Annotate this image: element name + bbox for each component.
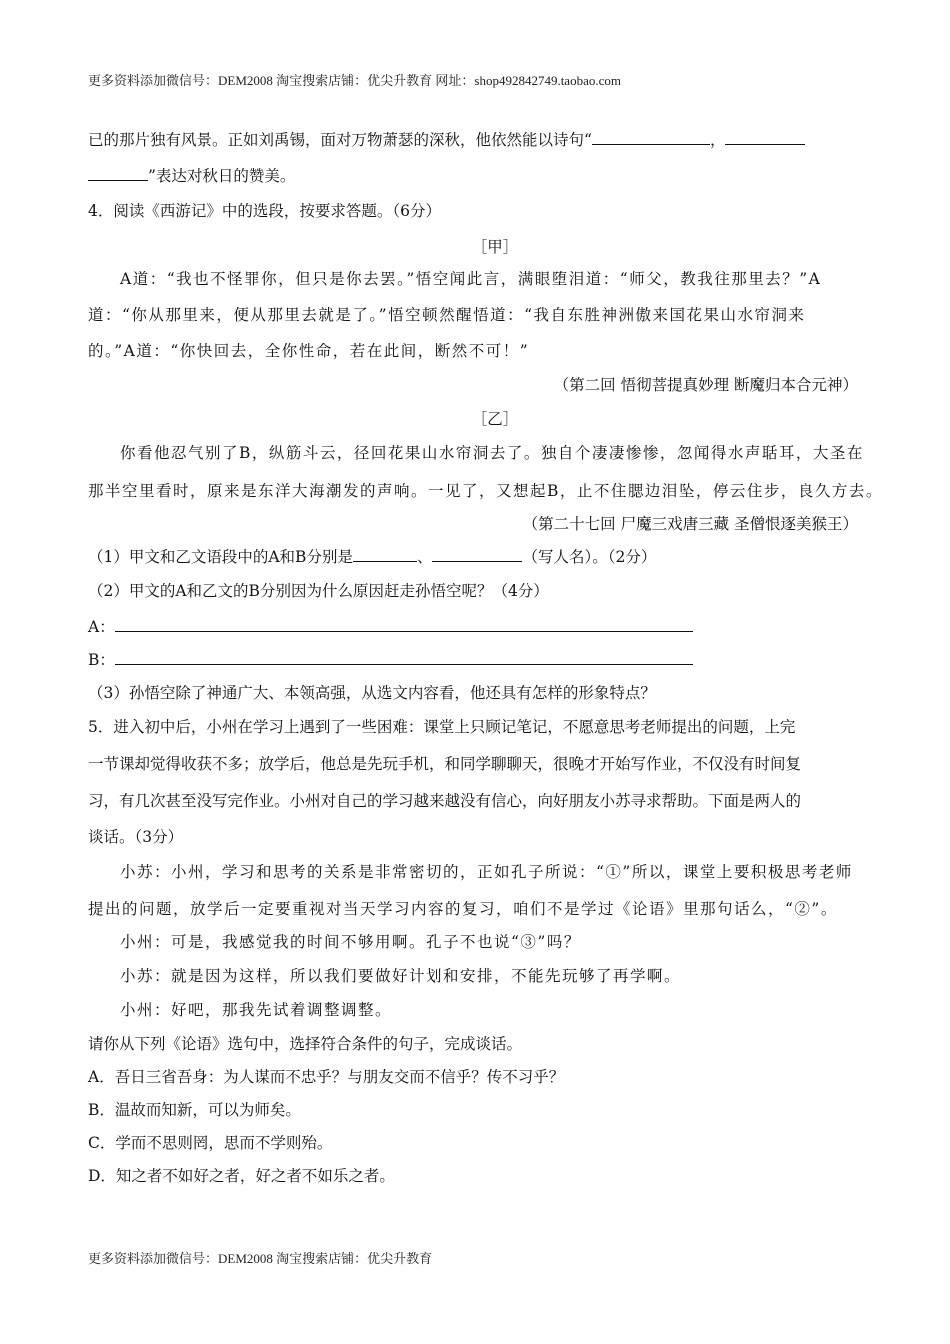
option-c: C．学而不思则罔，思而不学则殆。 bbox=[88, 1134, 333, 1152]
yi-paragraph-line2: 那半空里看时，原来是东洋大海潮发的声响。一见了，又想起B，止不住腮边泪坠，停云住步，良久方去。 bbox=[88, 482, 883, 500]
jia-paragraph-line1: A道：“我也不怪罪你，但只是你去罢。”悟空闻此言，满眼堕泪道：“师父，教我往那里去？”A bbox=[120, 270, 822, 288]
jia-paragraph-line3: 的。”A道：“你快回去，全你性命，若在此间，断然不可！” bbox=[88, 342, 530, 360]
q5-line2: 一节课却觉得收获不多；放学后，他总是先玩手机，和同学聊聊天，很晚才开始写作业，不仅没有时间复 bbox=[88, 755, 802, 773]
q4-sub1-sep: 、 bbox=[416, 548, 433, 566]
q5-line3: 习，有几次甚至没写完作业。小州对自己的学习越来越没有信心，向好朋友小苏寻求帮助。下面是两人的 bbox=[88, 792, 802, 810]
answer-label-a: A： bbox=[88, 618, 115, 636]
page-header: 更多资料添加微信号：DEM2008 淘宝搜索店铺：优尖升教育 网址：shop492842749.taobao.com bbox=[88, 73, 621, 88]
q3-comma: ， bbox=[709, 131, 726, 149]
q4-sub1 bbox=[88, 546, 656, 568]
q4-sub3: （3）孙悟空除了神通广大、本领高强，从选文内容看，他还具有怎样的形象特点？ bbox=[88, 684, 656, 702]
dialogue-line1b: 提出的问题，放学后一定要重视对当天学习内容的复习，咱们不是学过《论语》里那句话么，“②”。 bbox=[88, 900, 838, 918]
q3-continuation-line1 bbox=[88, 129, 805, 151]
option-b: B．温故而知新，可以为师矣。 bbox=[88, 1101, 301, 1119]
answer-blank[interactable] bbox=[88, 165, 148, 181]
option-d: D．知之者不如好之者，好之者不如乐之者。 bbox=[88, 1167, 395, 1185]
jia-source: （第二回 悟彻菩提真妙理 断魔归本合元神） bbox=[553, 376, 858, 394]
yi-paragraph-line1: 你看他忍气别了B，纵筋斗云，径回花果山水帘洞去了。独自个凄凄惨惨，忽闻得水声聒耳，大圣在 bbox=[120, 444, 864, 462]
q3-text: 已的那片独有风景。正如刘禹锡，面对万物萧瑟的深秋，他依然能以诗句“ bbox=[88, 131, 592, 149]
dialogue-line3: 小苏：就是因为这样，所以我们要做好计划和安排，不能先玩够了再学啊。 bbox=[120, 967, 682, 985]
dialogue-line4: 小州：好吧，那我先试着调整调整。 bbox=[120, 1001, 393, 1019]
answer-blank[interactable] bbox=[725, 129, 805, 145]
answer-line-a bbox=[88, 616, 693, 638]
answer-label-b: B： bbox=[88, 651, 115, 669]
answer-blank[interactable] bbox=[353, 546, 417, 562]
q4-sub2: （2）甲文的A和乙文的B分别因为什么原因赶走孙悟空呢？（4分） bbox=[88, 582, 549, 600]
yi-source: （第二十七回 尸魔三戏唐三藏 圣僧恨逐美猴王） bbox=[522, 515, 858, 533]
q4-title: 4．阅读《西游记》中的选段，按要求答题。（6分） bbox=[88, 202, 441, 220]
answer-blank[interactable] bbox=[592, 129, 710, 145]
q4-sub1-text: （1）甲文和乙文语段中的A和B分别是 bbox=[88, 548, 353, 566]
q5-line1: 5．进入初中后，小州在学习上遇到了一些困难：课堂上只顾记笔记，不愿意思考老师提出的问题，上完 bbox=[88, 718, 796, 736]
dialogue-line1a: 小苏：小州，学习和思考的关系是非常密切的，正如孔子所说：“①”所以，课堂上要积极思考老师 bbox=[120, 863, 853, 881]
answer-blank[interactable] bbox=[432, 546, 522, 562]
q5-instruction: 请你从下列《论语》选句中，选择符合条件的句子，完成谈话。 bbox=[88, 1035, 523, 1053]
option-a: A．吾日三省吾身：为人谋而不忠乎？与朋友交而不信乎？传不习乎？ bbox=[88, 1068, 565, 1086]
jia-paragraph-line2: 道：“你从那里来，便从那里去就是了。”悟空顿然醒悟道：“我自东胜神洲傲来国花果山水帘洞来 bbox=[88, 306, 806, 324]
yi-label: ［乙］ bbox=[471, 410, 519, 428]
q3-text-end: ”表达对秋日的赞美。 bbox=[148, 167, 296, 185]
jia-label: ［甲］ bbox=[471, 238, 519, 256]
dialogue-line2: 小州：可是，我感觉我的时间不够用啊。孔子不也说“③”吗？ bbox=[120, 933, 581, 951]
answer-blank[interactable] bbox=[115, 616, 693, 632]
page-footer: 更多资料添加微信号：DEM2008 淘宝搜索店铺：优尖升教育 bbox=[88, 1251, 433, 1266]
q3-continuation-line2 bbox=[88, 165, 295, 187]
answer-line-b bbox=[88, 649, 693, 671]
q5-line4: 谈话。（3分） bbox=[88, 828, 184, 846]
q4-sub1-end: （写人名）。（2分） bbox=[522, 548, 657, 566]
answer-blank[interactable] bbox=[115, 649, 693, 665]
